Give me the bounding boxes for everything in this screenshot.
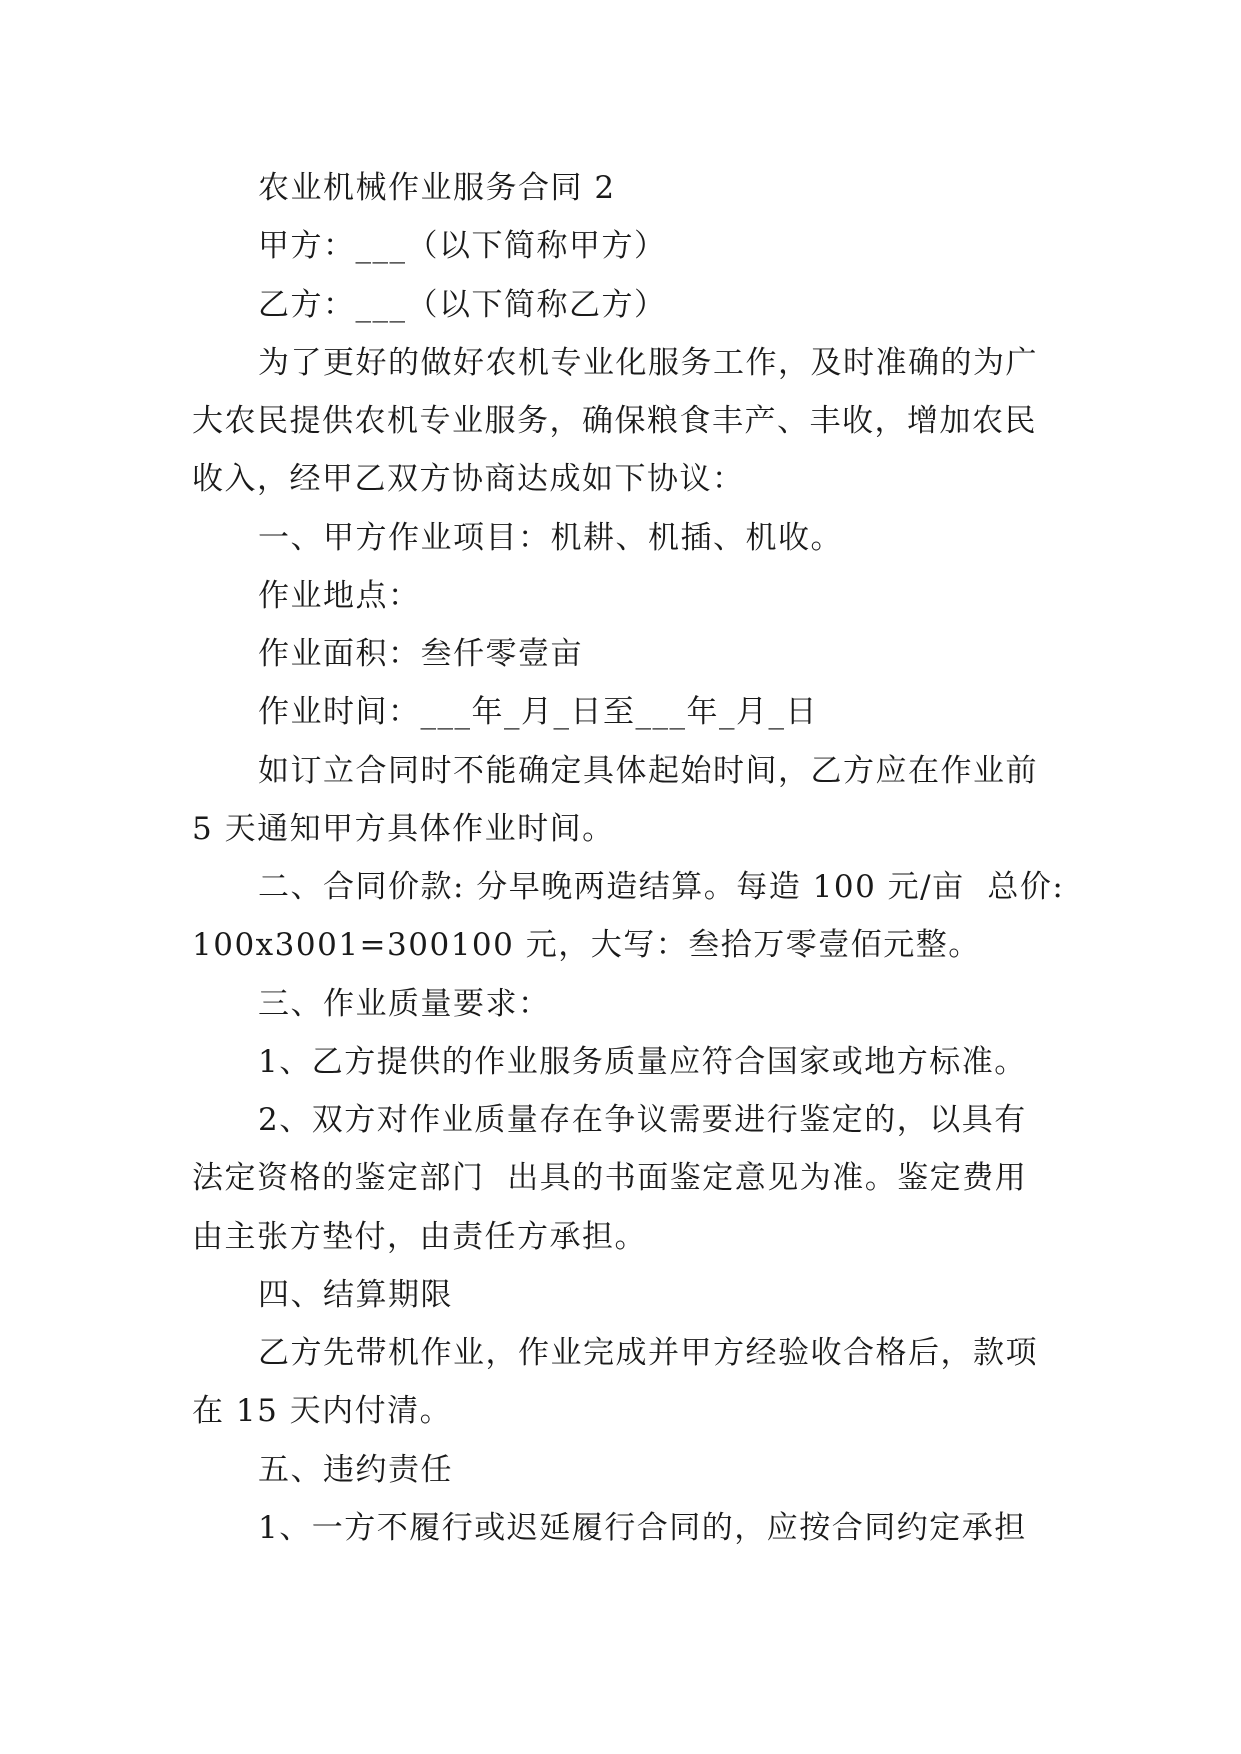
paragraph-line: 1、乙方提供的作业服务质量应符合国家或地方标准。	[258, 1044, 1027, 1080]
section-heading: 四、结算期限	[258, 1277, 453, 1313]
paragraph-line: 1、一方不履行或迟延履行合同的，应按合同约定承担	[258, 1510, 1027, 1546]
party-a-line: 甲方：___（以下简称甲方）	[258, 228, 667, 264]
paragraph-line: 由主张方垫付，由责任方承担。	[192, 1219, 647, 1255]
paragraph-line: 2、双方对作业质量存在争议需要进行鉴定的，以具有	[258, 1102, 1027, 1138]
paragraph-line: 在 15 天内付清。	[192, 1393, 453, 1429]
paragraph-line: 如订立合同时不能确定具体起始时间，乙方应在作业前	[258, 753, 1038, 789]
paragraph-line: 为了更好的做好农机专业化服务工作，及时准确的为广	[258, 345, 1038, 381]
section-heading: 二、合同价款: 分早晚两造结算。每造 100 元/亩 总价:	[258, 869, 1065, 905]
paragraph-line: 收入，经甲乙双方协商达成如下协议：	[192, 461, 745, 497]
paragraph-line: 5 天通知甲方具体作业时间。	[192, 811, 615, 847]
paragraph-line: 大农民提供农机专业服务，确保粮食丰产、丰收，增加农民	[192, 403, 1037, 439]
section-heading: 三、作业质量要求：	[258, 986, 551, 1022]
paragraph-line: 作业时间：___年_月_日至___年_月_日	[258, 694, 818, 730]
paragraph-line: 作业面积：叁仟零壹亩	[258, 636, 583, 672]
party-b-line: 乙方：___（以下简称乙方）	[258, 287, 667, 323]
paragraph-line: 法定资格的鉴定部门 出具的书面鉴定意见为准。鉴定费用	[192, 1160, 1028, 1196]
paragraph-line: 作业地点：	[258, 578, 421, 614]
section-heading: 一、甲方作业项目：机耕、机插、机收。	[258, 520, 843, 556]
paragraph-line: 乙方先带机作业，作业完成并甲方经验收合格后，款项	[258, 1335, 1038, 1371]
paragraph-line: 100x3001=300100 元，大写：叁拾万零壹佰元整。	[192, 927, 981, 963]
document-title: 农业机械作业服务合同 2	[258, 170, 616, 206]
section-heading: 五、违约责任	[258, 1452, 453, 1488]
